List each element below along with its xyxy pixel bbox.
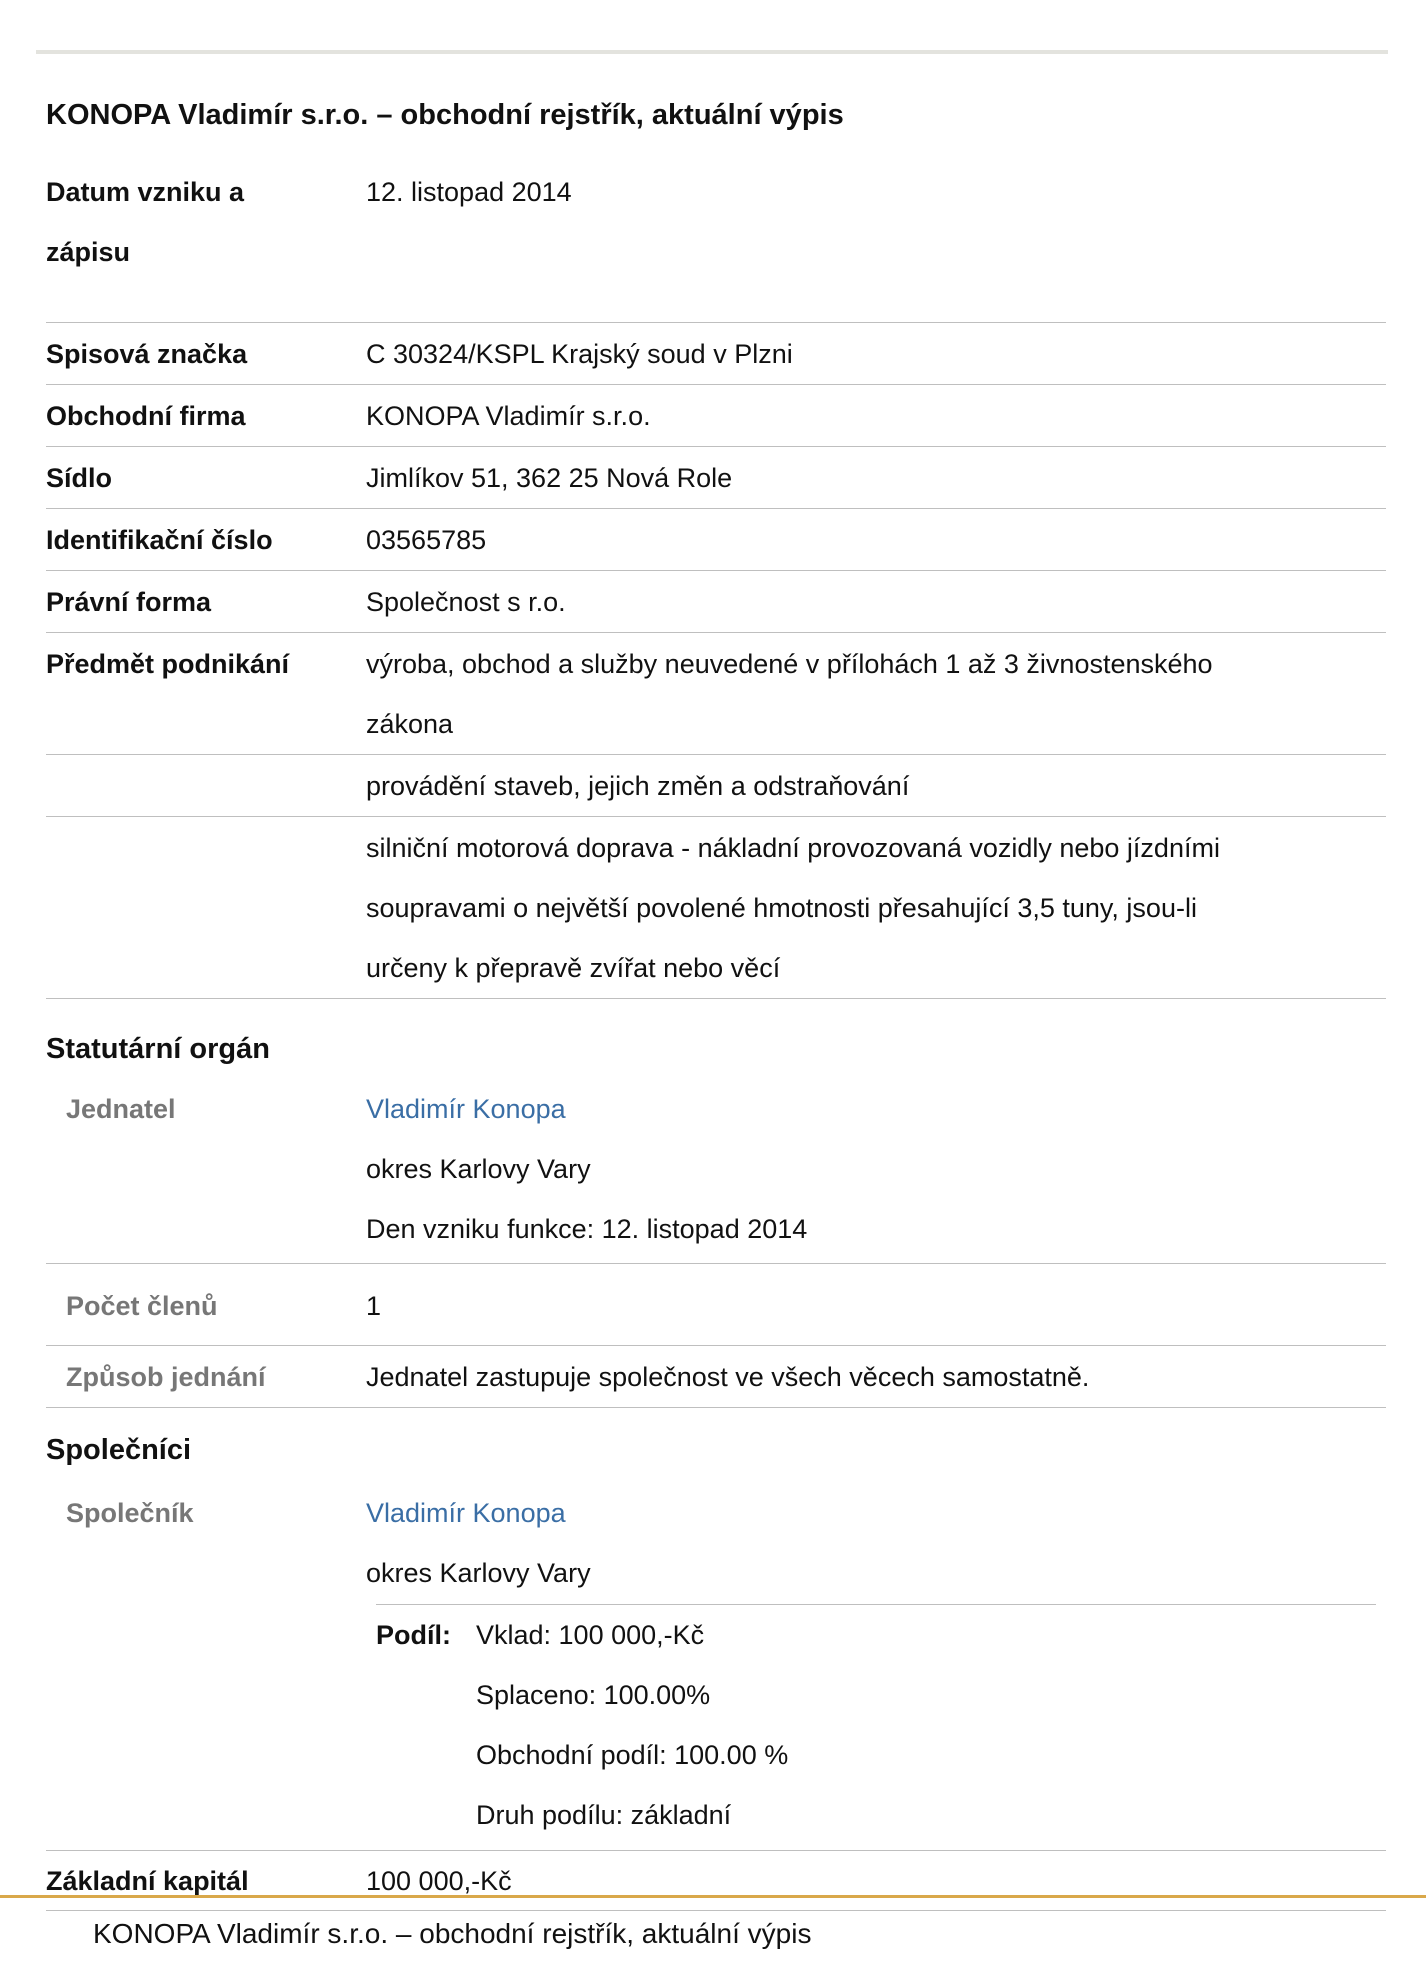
- row-jednatel: [46, 1079, 1386, 1264]
- label-podil: Podíl:: [376, 1620, 451, 1650]
- section-spolecnici: Společníci: [46, 1434, 192, 1466]
- row-sidlo: [46, 447, 1386, 509]
- value-predmet-2: [366, 756, 1346, 816]
- podil-details: [476, 1605, 788, 1845]
- predmet-2-line-1: provádění staveb, jejich změn a odstraňování: [366, 771, 910, 801]
- podil-vklad: Vklad: 100 000,-Kč: [476, 1620, 705, 1650]
- row-predmet-2: [46, 755, 1386, 817]
- label-zakladni-kapital: Základní kapitál: [46, 1866, 249, 1896]
- spolecnik-name-link[interactable]: Vladimír Konopa: [366, 1498, 566, 1528]
- value-spisova-znacka: C 30324/KSPL Krajský soud v Plzni: [366, 339, 793, 369]
- label-ico: Identifikační číslo: [46, 525, 273, 555]
- label-obchodni-firma: Obchodní firma: [46, 401, 246, 431]
- podil-obchodni: Obchodní podíl: 100.00 %: [476, 1740, 789, 1770]
- spolecnik-district: okres Karlovy Vary: [366, 1558, 591, 1588]
- row-datum-vzniku: [46, 149, 1386, 323]
- predmet-1-line-2: zákona: [366, 709, 454, 739]
- value-ico: 03565785: [366, 525, 487, 555]
- row-pocet-clenu: [46, 1264, 1386, 1346]
- label-spolecnik: Společník: [66, 1498, 194, 1528]
- row-ico: [46, 509, 1386, 571]
- podil-splaceno: Splaceno: 100.00%: [476, 1680, 711, 1710]
- row-obchodni-firma: [46, 385, 1386, 447]
- predmet-1-line-1: výroba, obchod a služby neuvedené v přílohách 1 až 3 živnostenského: [366, 649, 1213, 679]
- row-zakladni-kapital: [46, 1851, 1386, 1911]
- label-sidlo: Sídlo: [46, 463, 112, 493]
- value-spolecnik: [366, 1483, 1346, 1603]
- row-spolecnik: [46, 1483, 1386, 1851]
- value-pravni-forma: Společnost s r.o.: [366, 587, 566, 617]
- label-predmet: Předmět podnikání: [46, 649, 290, 679]
- jednatel-since: Den vzniku funkce: 12. listopad 2014: [366, 1214, 808, 1244]
- document-title: KONOPA Vladimír s.r.o. – obchodní rejstřík, aktuální výpis: [46, 99, 844, 131]
- row-pravni-forma: [46, 571, 1386, 633]
- predmet-3-line-3: určeny k přepravě zvířat nebo věcí: [366, 953, 781, 983]
- label-datum-vzniku: Datum vzniku a zápisu: [46, 177, 245, 267]
- row-predmet-3: [46, 817, 1386, 999]
- footer-title: KONOPA Vladimír s.r.o. – obchodní rejstřík, aktuální výpis: [93, 1918, 812, 1949]
- register-extract-card: [36, 50, 1388, 1896]
- value-obchodni-firma: KONOPA Vladimír s.r.o.: [366, 401, 651, 431]
- predmet-3-line-2: soupravami o největší povolené hmotnosti přesahující 3,5 tuny, jsou-li: [366, 893, 1197, 923]
- jednatel-name-link[interactable]: Vladimír Konopa: [366, 1094, 566, 1124]
- label-pravni-forma: Právní forma: [46, 587, 212, 617]
- value-jednatel: [366, 1079, 1346, 1259]
- value-sidlo: Jimlíkov 51, 362 25 Nová Role: [366, 463, 733, 493]
- label-pocet-clenu: Počet členů: [66, 1291, 218, 1321]
- value-pocet-clenu: 1: [366, 1291, 382, 1321]
- podil-druh: Druh podílu: základní: [476, 1800, 732, 1830]
- row-predmet-1: [46, 633, 1386, 755]
- row-spisova-znacka: [46, 323, 1386, 385]
- value-datum-vzniku: 12. listopad 2014: [366, 177, 572, 207]
- predmet-3-line-1: silniční motorová doprava - nákladní provozovaná vozidly nebo jízdními: [366, 833, 1220, 863]
- label-jednatel: Jednatel: [66, 1094, 176, 1124]
- label-zpusob-jednani: Způsob jednání: [66, 1362, 266, 1392]
- row-zpusob-jednani: [46, 1346, 1386, 1408]
- section-statutarni-organ: Statutární orgán: [46, 1033, 270, 1065]
- footer-divider: [0, 1895, 1426, 1898]
- value-predmet-3: [366, 818, 1346, 998]
- value-zpusob-jednani: Jednatel zastupuje společnost ve všech věcech samostatně.: [366, 1362, 1090, 1392]
- value-predmet-1: [366, 634, 1346, 754]
- value-zakladni-kapital: 100 000,-Kč: [366, 1866, 512, 1896]
- jednatel-district: okres Karlovy Vary: [366, 1154, 591, 1184]
- label-spisova-znacka: Spisová značka: [46, 339, 248, 369]
